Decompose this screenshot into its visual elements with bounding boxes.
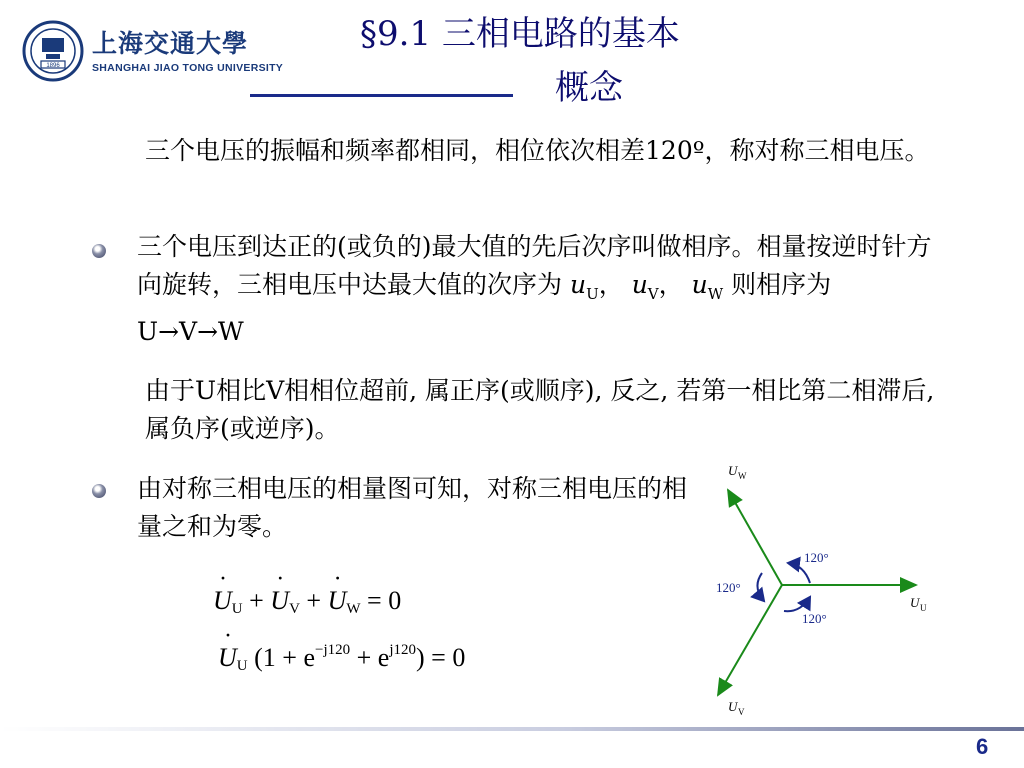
formula-body-b: + e (350, 643, 390, 672)
sub-v: V (647, 285, 659, 303)
label-uw-sub: W (738, 471, 747, 481)
label-uw: U (728, 463, 738, 478)
plus-sign: + (306, 586, 322, 615)
label-uu-sub: U (920, 603, 927, 613)
logo-chinese-name: 上海交通大學 (92, 29, 249, 58)
phasor-u: · U (218, 643, 237, 673)
university-logo (22, 18, 284, 84)
formula-sub-w: W (346, 601, 361, 617)
phase-sequence-text-b: 则相序为U→V→W (137, 270, 832, 346)
label-uv: U (728, 699, 738, 714)
paragraph-phasor-sum: 由对称三相电压的相量图可知，对称三相电压的相量之和为零。 (137, 474, 688, 541)
sub-w: W (707, 285, 724, 303)
angle-label-top: 120° (804, 550, 829, 565)
phasor-u: · U (213, 586, 232, 616)
slide-title-line1: §9.1 三相电路的基本 (360, 14, 680, 54)
slide-title-line2: 概念 (555, 68, 623, 108)
university-emblem-icon (22, 20, 84, 82)
formula-sub-v: V (289, 601, 300, 617)
bullet-icon (92, 484, 106, 498)
formula-sub-u: U (236, 658, 248, 674)
u-symbol: u (631, 270, 648, 299)
emblem-year: 1896 (46, 63, 60, 69)
angle-label-left: 120° (716, 580, 741, 595)
footer-gradient-line (0, 722, 1024, 738)
equals-zero: = 0 (367, 586, 402, 615)
paragraph-symmetric-voltage: 三个电压的振幅和频率都相同，相位依次相差120º，称对称三相电压。 (145, 136, 930, 165)
label-uu: U (910, 595, 920, 610)
title-underline (250, 94, 513, 97)
phasor-diagram (700, 455, 950, 725)
phase-sequence-text-a: 三个电压到达正的(或负的)最大值的先后次序叫做相序。相量按逆时针方向旋转，三相电压中达最大值的次序为 (137, 232, 932, 299)
angle-arc-top (788, 563, 810, 583)
formula-body-c: ) = 0 (416, 643, 466, 672)
plus-sign: + (249, 586, 264, 615)
angle-arc-bottom (784, 597, 810, 611)
logo-english-name: SHANGHAI JIAO TONG UNIVERSITY (92, 62, 284, 74)
formula-body-a: (1 + e (254, 643, 315, 672)
formula-sub-u: U (231, 601, 243, 617)
bullet-icon (92, 244, 106, 258)
sub-u: U (586, 285, 599, 303)
angle-label-bottom: 120° (802, 611, 827, 626)
label-uv-sub: V (738, 707, 745, 717)
phasor-w: · U (328, 586, 347, 616)
formula-exponential-sum (218, 642, 465, 675)
angle-arc-left (757, 573, 764, 601)
phasor-uw-line (728, 490, 782, 585)
exponent-neg: −j120 (315, 642, 351, 658)
phasor-v: · U (270, 586, 289, 616)
page-number: 6 (976, 734, 989, 759)
separator: ， (598, 270, 624, 299)
phasor-uv-line (718, 585, 782, 695)
u-symbol: u (569, 270, 587, 299)
formula-phasor-sum (213, 586, 401, 618)
exponent-pos: j120 (389, 642, 417, 658)
u-symbol: u (691, 270, 708, 299)
paragraph-positive-negative-sequence: 由于U相比V相相位超前, 属正序(或顺序), 反之, 若第一相比第二相滞后, 属负序(或逆序)。 (145, 376, 935, 443)
paragraph-phase-sequence (137, 228, 937, 351)
separator: ， (658, 270, 684, 299)
